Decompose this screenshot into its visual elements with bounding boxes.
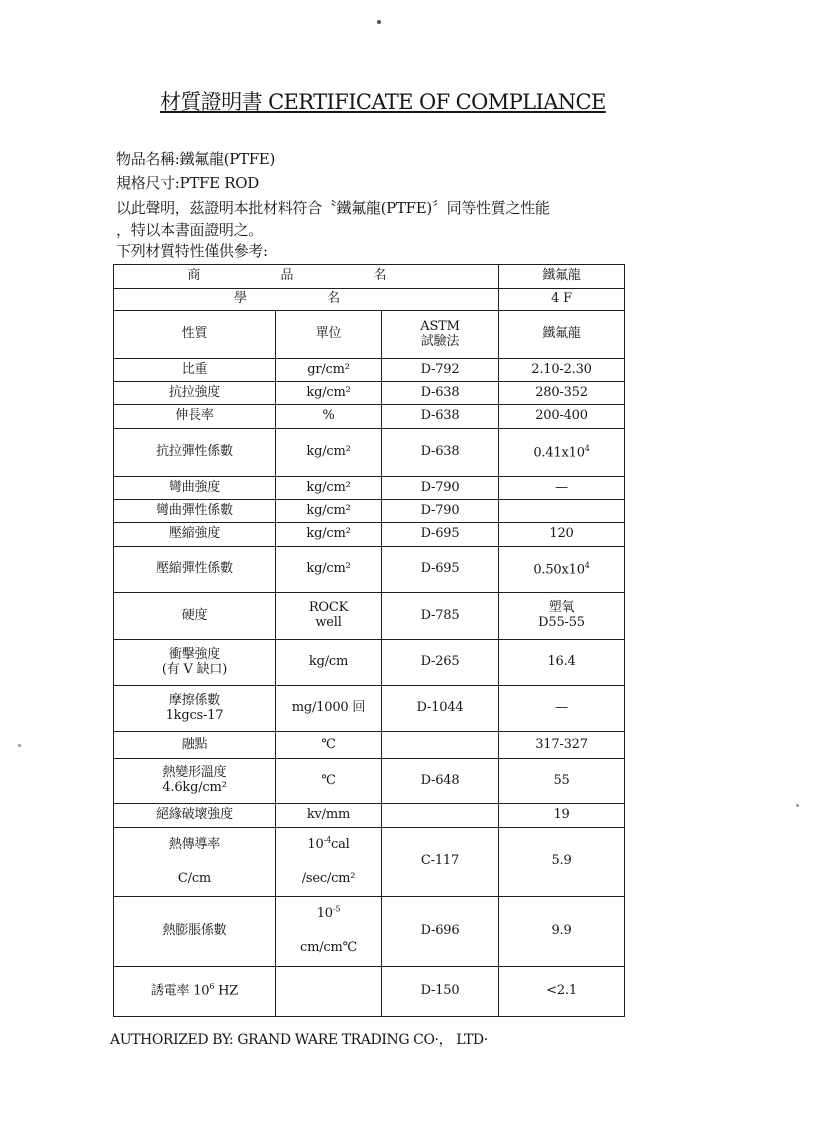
property-cell: 抗拉彈性係數 — [114, 429, 276, 477]
unit-cell: mg/1000 回 — [276, 686, 382, 732]
astm-cell: D-638 — [382, 429, 499, 477]
table-row — [114, 405, 625, 429]
astm-cell: D-695 — [382, 547, 499, 593]
astm-cell: D-792 — [382, 359, 499, 382]
value-cell — [499, 500, 625, 523]
value-cell: $0.41x10^4$ — [499, 429, 625, 477]
value-cell: 9.9 — [499, 896, 625, 966]
astm-cell: C-117 — [382, 828, 499, 897]
value-cell: — — [499, 477, 625, 500]
spec-size-line: 規格尺寸:PTFE ROD — [116, 174, 259, 192]
unit-cell: ROCK well — [276, 593, 382, 640]
property-cell: 融點 — [114, 732, 276, 759]
unit-cell: ℃ — [276, 732, 382, 759]
table-row — [114, 382, 625, 405]
table-row — [114, 593, 625, 640]
astm-cell: D-638 — [382, 405, 499, 429]
table-row — [114, 265, 625, 289]
header-astm: ASTM 試驗法 — [382, 311, 499, 359]
astm-cell: D-1044 — [382, 686, 499, 732]
product-name-label: 商 品 名 — [114, 265, 499, 289]
astm-cell: D-150 — [382, 966, 499, 1016]
page-title: 材質證明書 CERTIFICATE OF COMPLIANCE — [160, 90, 606, 114]
table-row — [114, 828, 625, 897]
unit-cell: kg/cm² — [276, 477, 382, 500]
property-cell: 比重 — [114, 359, 276, 382]
property-cell: 熱膨脹係數 — [114, 896, 276, 966]
value-cell: 5.9 — [499, 828, 625, 897]
unit-cell: kg/cm² — [276, 500, 382, 523]
table-row — [114, 640, 625, 686]
astm-cell: D-785 — [382, 593, 499, 640]
unit-cell: kg/cm² — [276, 547, 382, 593]
astm-cell: D-790 — [382, 477, 499, 500]
value-cell: 55 — [499, 759, 625, 804]
property-cell: 摩擦係數 1kgcs-17 — [114, 686, 276, 732]
table-row — [114, 759, 625, 804]
value-cell: 2.10-2.30 — [499, 359, 625, 382]
statement-line: 以此聲明，茲證明本批材料符合〝鐵氟龍(PTFE)〞同等性質之性能 — [116, 199, 550, 217]
property-cell: 絕緣破壞強度 — [114, 804, 276, 828]
reference-note: 下列材質特性僅供參考: — [116, 242, 268, 260]
value-cell: 317-327 — [499, 732, 625, 759]
value-cell: 塑氧 D55-55 — [499, 593, 625, 640]
header-property: 性質 — [114, 311, 276, 359]
header-material: 鐵氟龍 — [499, 311, 625, 359]
unit-cell: ℃ — [276, 759, 382, 804]
speck-mark — [796, 804, 799, 807]
astm-cell — [382, 732, 499, 759]
table-row — [114, 732, 625, 759]
property-cell: 抗拉強度 — [114, 382, 276, 405]
speck-mark — [377, 20, 381, 24]
table-row — [114, 523, 625, 547]
value-cell: <2.1 — [499, 966, 625, 1016]
value-cell: — — [499, 686, 625, 732]
table-row — [114, 429, 625, 477]
header-unit: 單位 — [276, 311, 382, 359]
astm-cell: D-696 — [382, 896, 499, 966]
property-cell: 伸長率 — [114, 405, 276, 429]
academic-name-label: 學 名 — [114, 289, 499, 311]
unit-cell: $10^{-4}cal$ /sec/cm² — [276, 828, 382, 897]
unit-cell: kg/cm — [276, 640, 382, 686]
astm-cell: D-638 — [382, 382, 499, 405]
academic-name-value: 4 F — [499, 289, 625, 311]
unit-cell — [276, 966, 382, 1016]
table-row — [114, 966, 625, 1016]
material-properties-table — [113, 264, 625, 1017]
property-cell: 硬度 — [114, 593, 276, 640]
unit-cell: kv/mm — [276, 804, 382, 828]
authorization-footer: AUTHORIZED BY: GRAND WARE TRADING CO·， LTD· — [110, 1032, 488, 1048]
astm-cell — [382, 804, 499, 828]
property-cell: 壓縮強度 — [114, 523, 276, 547]
table-row — [114, 804, 625, 828]
unit-cell: kg/cm² — [276, 523, 382, 547]
unit-cell: kg/cm² — [276, 429, 382, 477]
table-row — [114, 500, 625, 523]
property-cell: 彎曲彈性係數 — [114, 500, 276, 523]
statement-line-continued: ，特以本書面證明之。 — [116, 221, 264, 239]
product-name-value: 鐵氟龍 — [499, 265, 625, 289]
unit-cell: % — [276, 405, 382, 429]
unit-cell: gr/cm² — [276, 359, 382, 382]
value-cell: 280-352 — [499, 382, 625, 405]
astm-cell: D-265 — [382, 640, 499, 686]
table-row — [114, 896, 625, 966]
property-cell: 壓縮彈性係數 — [114, 547, 276, 593]
product-name-line: 物品名稱:鐵氟龍(PTFE) — [116, 150, 276, 168]
property-cell: 彎曲強度 — [114, 477, 276, 500]
astm-cell: D-790 — [382, 500, 499, 523]
astm-cell: D-648 — [382, 759, 499, 804]
property-cell: 誘電率 $10^6$ HZ — [114, 966, 276, 1016]
speck-mark — [18, 744, 21, 747]
table-row — [114, 359, 625, 382]
unit-cell: $10^{-5}$ cm/cm℃ — [276, 896, 382, 966]
value-cell: 16.4 — [499, 640, 625, 686]
property-cell: 熱傳導率 C/cm — [114, 828, 276, 897]
property-cell: 衝擊強度 (有 V 缺口) — [114, 640, 276, 686]
table-row — [114, 686, 625, 732]
table-row — [114, 547, 625, 593]
value-cell: $0.50x10^4$ — [499, 547, 625, 593]
value-cell: 200-400 — [499, 405, 625, 429]
value-cell: 19 — [499, 804, 625, 828]
astm-cell: D-695 — [382, 523, 499, 547]
unit-cell: kg/cm² — [276, 382, 382, 405]
property-cell: 熱變形溫度 4.6kg/cm² — [114, 759, 276, 804]
table-row — [114, 477, 625, 500]
table-row — [114, 289, 625, 311]
value-cell: 120 — [499, 523, 625, 547]
header-row — [114, 311, 625, 359]
